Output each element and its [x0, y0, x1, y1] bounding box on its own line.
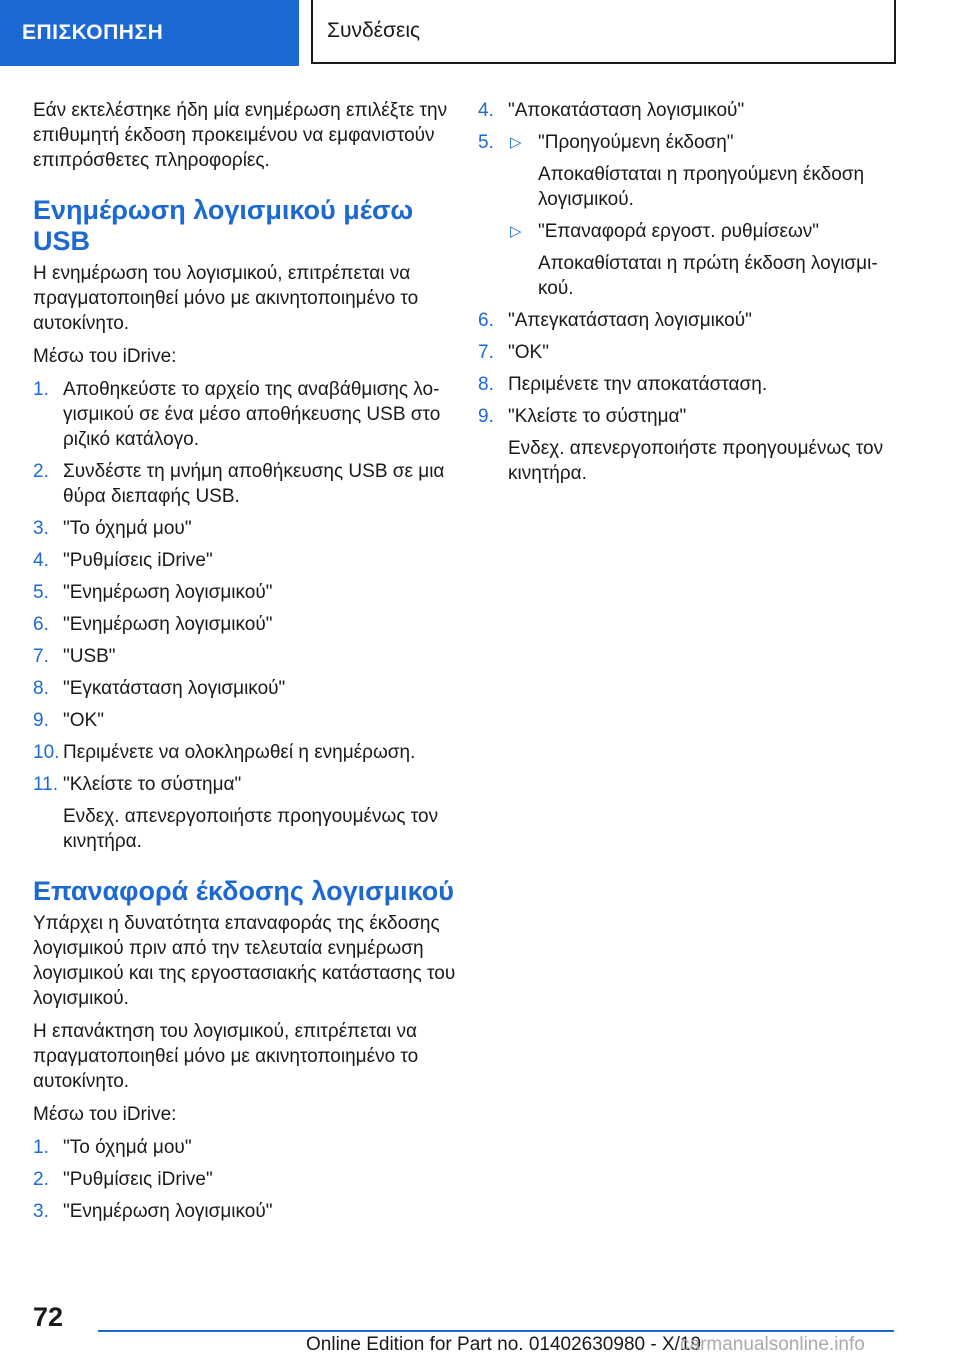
step-text: "USB": [63, 646, 116, 667]
option-item: [508, 219, 898, 301]
step-number: 4.: [478, 100, 494, 121]
step-number: 9.: [478, 406, 494, 427]
step-number: 2.: [33, 1169, 49, 1190]
list-item: [478, 308, 898, 333]
step-number: 3.: [33, 1201, 49, 1222]
option-note: Αποκαθίσταται η προηγούμενη έκδοση λογισμικού.: [538, 164, 865, 210]
step-text: "Το όχημά μου": [63, 518, 192, 539]
page-number: 72: [33, 1302, 64, 1332]
list-item: [478, 340, 898, 365]
step-number: 2.: [33, 461, 49, 482]
right-column: [478, 98, 898, 493]
section-tab[interactable]: ΕΠΙΣΚΟΠΗΣΗ: [0, 0, 299, 66]
step-text: Περιμένετε να ολοκληρωθεί η ενημέρωση.: [63, 742, 416, 763]
option-note: Αποκαθίσταται η πρώτη έκδοση λογισμικού.: [538, 253, 878, 299]
step-number: 7.: [478, 342, 494, 363]
step-text: "OK": [508, 342, 549, 363]
triangle-right-icon: ▷: [510, 134, 522, 151]
step-text: "Κλείστε το σύστημα": [63, 774, 242, 795]
list-item: [478, 98, 898, 123]
paragraph: Η επανάκτηση του λογισμικού, επιτρέπεται να πραγματοποιηθεί μόνο με ακινητοποιημένο το αυτοκίνητο.: [33, 1021, 419, 1092]
step-number: 6.: [478, 310, 494, 331]
section-heading-usb-update: Ενημέρωση λογισμικού μέσω USB: [33, 195, 414, 256]
step-number: 5.: [33, 582, 49, 603]
step-text: "OK": [63, 710, 104, 731]
paragraph: Υπάρχει η δυνατότητα επαναφοράς της έκδοσης λογισμικού πριν από την τελευταία ενημέρωση λογισμικού και της εργοστασιακής κατάστασης του λογισμικού.: [33, 913, 456, 1009]
step-number: 5.: [478, 132, 494, 153]
step-text: "Ενημέρωση λογισμικού": [63, 582, 273, 603]
list-item: [33, 1167, 458, 1192]
paragraph: Μέσω του iDrive:: [33, 346, 177, 367]
list-item: [478, 404, 898, 486]
step-text: Αποθηκεύστε το αρχείο της αναβάθμισης λογισμικού σε ένα μέσο αποθήκευσης USB στο ριζικό κατάλογο.: [63, 379, 441, 450]
intro-paragraph: Εάν εκτελέστηκε ήδη μία ενημέρωση επιλέξτε την επιθυμητή έκδοση προκειμένου να εμφανιστούν επιπρόσθετες πληροφορίες.: [33, 100, 448, 171]
section-heading-software-restore: Επαναφορά έκδοσης λογισμικού: [33, 876, 455, 906]
steps-list: [478, 98, 898, 486]
triangle-right-icon: ▷: [510, 223, 522, 240]
step-number: 1.: [33, 1137, 49, 1158]
step-text: "Αποκατάσταση λογισμικού": [508, 100, 745, 121]
list-item: [33, 644, 458, 669]
step-number: 11.: [33, 774, 59, 795]
step-text: Συνδέστε τη μνήμη αποθήκευσης USB σε μια θύρα διεπαφής USB.: [63, 461, 445, 507]
list-item: [33, 580, 458, 605]
list-item: [33, 459, 458, 509]
watermark: carmanualsonline.info: [680, 1334, 865, 1355]
steps-list: [33, 377, 458, 854]
step-text: "Ενημέρωση λογισμικού": [63, 614, 273, 635]
list-item: [33, 612, 458, 637]
list-item: [33, 1135, 458, 1160]
step-number: 3.: [33, 518, 49, 539]
paragraph: Η ενημέρωση του λογισμικού, επιτρέπεται να πραγματοποιηθεί μόνο με ακινητοποιημένο το αυτοκίνητο.: [33, 263, 419, 334]
step-text: "Κλείστε το σύστημα": [508, 406, 687, 427]
step-number: 1.: [33, 379, 49, 400]
step-number: 4.: [33, 550, 49, 571]
list-item: [478, 372, 898, 397]
step-number: 8.: [33, 678, 49, 699]
chapter-title: Συνδέσεις: [311, 0, 896, 64]
steps-list: [33, 1135, 458, 1224]
list-item: [33, 516, 458, 541]
edition-info: Online Edition for Part no. 01402630980 - X/19: [306, 1334, 702, 1355]
step-text: "Εγκατάσταση λογισμικού": [63, 678, 286, 699]
step-note: Ενδεχ. απενεργοποιήστε προηγουμένως τον κινητήρα.: [63, 806, 439, 852]
step-number: 9.: [33, 710, 49, 731]
list-item: [33, 676, 458, 701]
list-item: [33, 740, 458, 765]
left-column: [33, 98, 458, 1231]
paragraph: Μέσω του iDrive:: [33, 1104, 177, 1125]
option-text: "Επαναφορά εργοστ. ρυθμίσεων": [538, 221, 820, 242]
step-number: 6.: [33, 614, 49, 635]
list-item: [33, 548, 458, 573]
option-item: [508, 130, 898, 212]
list-item: [478, 130, 898, 301]
step-text: Περιμένετε την αποκατάσταση.: [508, 374, 768, 395]
step-text: "Ενημέρωση λογισμικού": [63, 1201, 273, 1222]
list-item: [33, 1199, 458, 1224]
step-text: "Το όχημά μου": [63, 1137, 192, 1158]
step-number: 7.: [33, 646, 49, 667]
footer-divider: [98, 1330, 894, 1332]
step-number: 8.: [478, 374, 494, 395]
option-text: "Προηγούμενη έκδοση": [538, 132, 734, 153]
list-item: [33, 377, 458, 452]
step-note: Ενδεχ. απενεργοποιήστε προηγουμένως τον κινητήρα.: [508, 438, 884, 484]
step-number: 10.: [33, 742, 60, 763]
step-text: "Ρυθμίσεις iDrive": [63, 1169, 213, 1190]
list-item: [33, 708, 458, 733]
step-text: "Ρυθμίσεις iDrive": [63, 550, 213, 571]
step-text: "Απεγκατάσταση λογισμικού": [508, 310, 752, 331]
list-item: [33, 772, 458, 854]
